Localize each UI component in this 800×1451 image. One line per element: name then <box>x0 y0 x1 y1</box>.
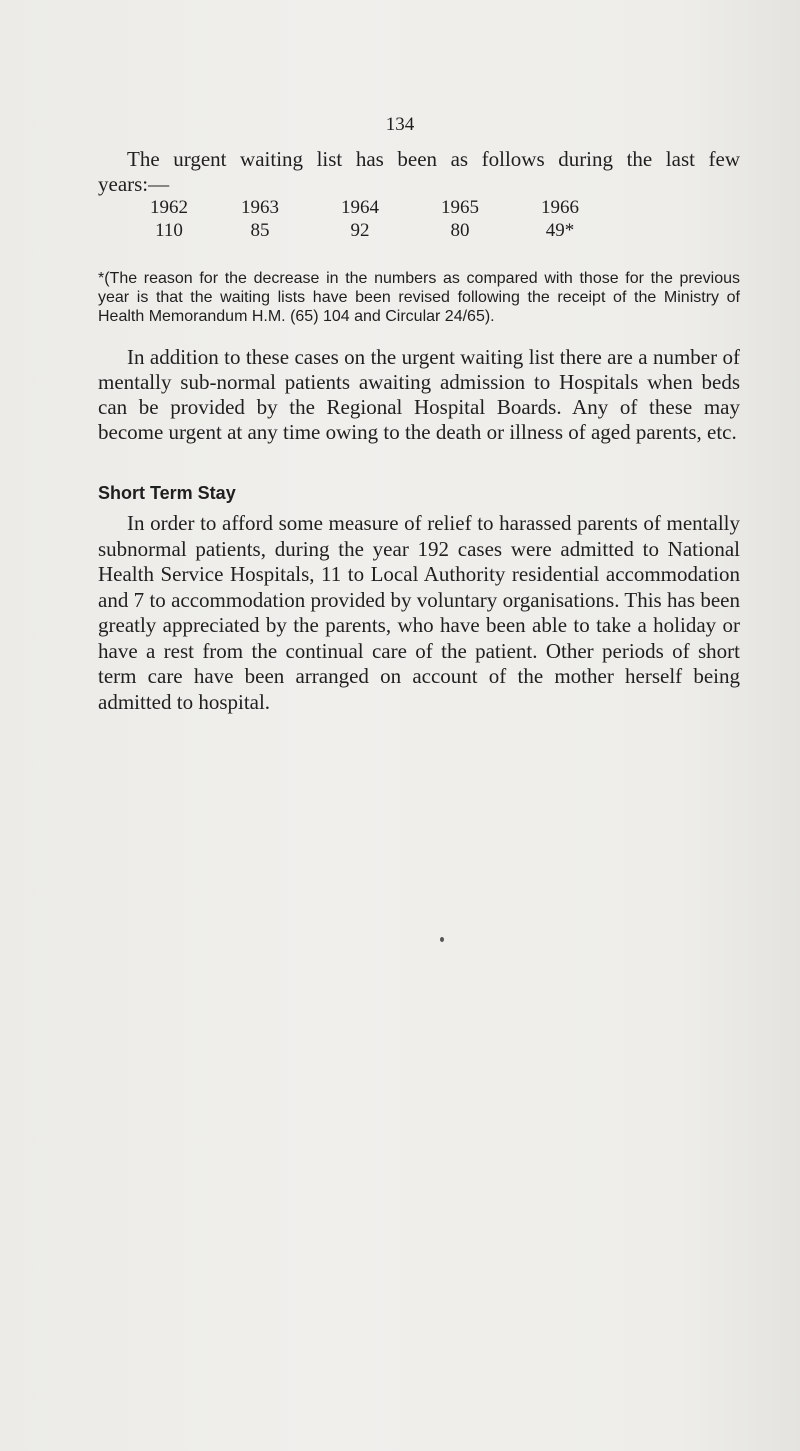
year-cell: 1963 <box>241 197 279 218</box>
year-cell: 1966 <box>541 197 579 218</box>
count-cell: 80 <box>450 220 470 241</box>
counts-row <box>128 219 610 242</box>
count-cell: 110 <box>155 220 183 241</box>
intro-rest: years:— <box>98 172 170 196</box>
section-heading: Short Term Stay <box>98 483 236 503</box>
count-cell: 85 <box>250 220 270 241</box>
year-cell: 1962 <box>150 197 188 218</box>
count-cell: 49* <box>545 220 575 241</box>
count-cell: 92 <box>350 220 370 241</box>
year-cell: 1964 <box>341 197 379 218</box>
footnote: *(The reason for the decrease in the numbers as compared with those for the previous year is that the waiting lists have been revised following the receipt of the Ministry of Health Memorandum H.M. (65) 104 and Circular 24/65). <box>98 270 740 325</box>
intro-lead: The urgent waiting list has been as follows during the last few <box>127 147 740 171</box>
page-number: 134 <box>385 114 415 135</box>
ink-speck <box>440 937 444 942</box>
paragraph: In order to afford some measure of relief to harassed parents of mentally subnormal patients, during the year 192 cases were admitted to National Health Service Hospitals, 11 to Local Authority residential accommodation and 7 to accommodation provided by voluntary organisations. This has been greatly appreciated by the parents, who have been able to take a holiday or have a rest from the continual care of the patient. Other periods of short term care have been arranged on account of the mother herself being admitted to hospital. <box>98 511 740 714</box>
year-cell: 1965 <box>441 197 479 218</box>
paragraph: In addition to these cases on the urgent waiting list there are a number of mentally sub-normal patients awaiting admission to Hospitals when beds can be provided by the Regional Hospital Boards. Any of these may become urgent at any time owing to the death or illness of aged parents, etc. <box>98 345 740 444</box>
waiting-list-table <box>128 196 610 242</box>
intro-text <box>98 147 740 197</box>
years-row <box>128 196 610 219</box>
